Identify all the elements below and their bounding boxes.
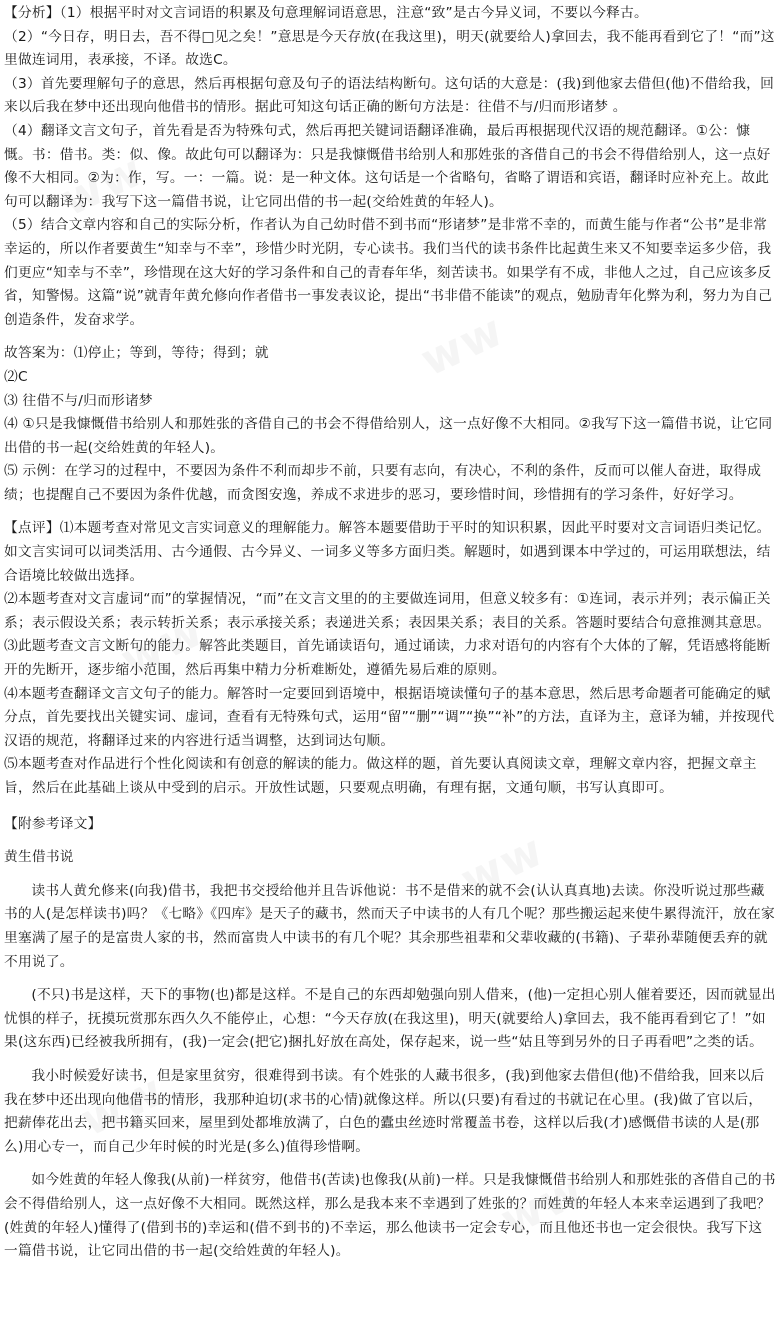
analysis-item-4: （4）翻译文言文句子，首先看是否为特殊句式，然后再把关键词语翻译准确，最后再根据现代汉语的规范翻译。①公：慷慨。书：借书。类：似、像。故此句可以翻译为：只是我慷慨借书给别人和那姓张的吝借自己的书会不得借给别人，这一点好像不大相同。②为：作，写。一：一篇。说：是一种文体。这句话是一个省略句，省略了谓语和宾语，翻译时应补充上。故此句可以翻译为：我写下这一篇借书说，让它同出借的书一起(交给姓黄的年轻人)。 xyxy=(4,122,771,210)
answer-item-4: ⑷ ①只是我慷慨借书给别人和那姓张的吝借自己的书会不得借给别人，这一点好像不大相同。②我写下这一篇借书说，让它同出借的书一起(交给姓黄的年轻人)。 xyxy=(4,416,773,456)
translation-title: 黄生借书说 xyxy=(4,849,74,866)
translation-paragraph-4: 如今姓黄的年轻人像我(从前)一样贫穷，他借书(苦读)也像我(从前)一样。只是我慷慨借书给别人和那姓张的吝借自己的书会不得借给别人，这一点好像不大相同。既然这样，那么是我本来不幸遇到了姓张的？而姓黄的年轻人本来幸运遇到了我吧？(姓黄的年轻人)懂得了(借到书的)幸运和(借不到书的)不幸运，那么他读书一定会专心，而且他还书也一定会很快。我写下这一篇借书说，让它同出借的书一起(交给姓黄的年轻人)。 xyxy=(4,1172,776,1260)
translation-paragraph-1: 读书人黄允修来(向我)借书，我把书交授给他并且告诉他说：书不是借来的就不会(认认真真地)去读。你没听说过那些藏书的人(是怎样读书)吗？《七略》《四库》是天子的藏书，然而天子中读书的人有几个呢？那些搬运起来使牛累得流汗，放在家里塞满了屋子的是富贵人家的书，然而富贵人中读书的有几个呢？其余那些祖辈和父辈收藏的(书籍)、子辈孙辈随便丢弃的就不用说了。 xyxy=(4,882,775,970)
translation-paragraph-3: 我小时候爱好读书，但是家里贫穷，很难得到书读。有个姓张的人藏书很多，(我)到他家去借但(他)不借给我，回来以后我在梦中还出现向他借书的情形，我那种迫切(求书的心情)就像这样。所以(只要)有看过的书就记在心里。(我)做了官以后，把薪俸花出去，把书籍买回来，屋里到处都堆放满了，白色的蠹虫丝迹时常覆盖书卷，这样以后我(才)感慨借书读的人是(那么)用心专一，而自己少年时候的时光是(多么)值得珍惜啊。 xyxy=(4,1067,765,1155)
watermark: ww xyxy=(113,604,213,687)
analysis-text: （1）根据平时对文言词语的积累及句意理解词语意思，注意“致”是古今异义词，不要以今释古。 xyxy=(59,5,648,21)
answer-item-5: ⑸ 示例：在学习的过程中，不要因为条件不利而却步不前，只要有志向，有决心，不利的条件，反而可以催人奋进，取得成绩；也提醒自己不要因为条件优越，而贪图安逸，养成不求进步的恶习，要珍惜时间，珍惜拥有的学习条件，好好学习。 xyxy=(4,463,762,503)
translation-label: 【附参考译文】 xyxy=(4,815,102,832)
comment-item-5: ⑸本题考查对作品进行个性化阅读和有创意的解读的能力。做这样的题，首先要认真阅读文章，理解文章内容，把握文章主旨，然后在此基础上谈从中受到的启示。开放性试题，只要观点明确，有理有据，文通句顺，书写认真即可。 xyxy=(4,756,757,796)
analysis-item-2: （2）“今日存，明日去，吾不得□见之矣！”意思是今天存放(在我这里)，明天(就要给人)拿回去，我不能再看到它了！“而”这里做连词用，表承接，不译。故选C。 xyxy=(4,28,775,69)
comment-item-1: 【点评】⑴本题考查对常见文言实词意义的理解能力。解答本题要借助于平时的知识积累，因此平时要对文言词语归类记忆。如文言实词可以词类活用、古今通假、古今异义、一词多义等多方面归类。解题时，如遇到课本中学过的，可运用联想法，结合语境比较做出选择。 xyxy=(4,520,771,584)
watermark: ww xyxy=(493,1164,593,1247)
analysis-item-5: （5）结合文章内容和自己的实际分析，作者认为自己幼时借不到书而“形诸梦”是非常不幸的，而黄生能与作者“公书”是非常幸运的，所以作者要黄生“知幸与不幸”，珍惜少时光阴，专心读书。我们当代的读书条件比起黄生来又不知要幸运多少倍，我们更应“知幸与不幸”，珍惜现在这大好的学习条件和自己的青春年华，刻苦读书。如果学有不成，非他人之过，自己应该多反省，知警惕。这篇“说”就青年黄允修向作者借书一事发表议论，提出“书非借不能读”的观点，勉励青年化弊为利，努力为自己创造条件，发奋求学。 xyxy=(4,217,773,328)
answer-item-1: 故答案为：⑴停止；等到，等待；得到；就 xyxy=(4,345,269,362)
watermark: ww xyxy=(53,144,153,227)
watermark: ww xyxy=(453,824,553,907)
analysis-label: 【分析】 xyxy=(4,5,60,21)
translation-paragraph-2: (不只)书是这样，天下的事物(也)都是这样。不是自己的东西却勉强向别人借来，(他)一定担心别人催着要还，因而就显出忧惧的样子，抚摸玩赏那东西久久不能停止，心想：“今天存放(在我这里)，明天(就要给人)拿回去，我不能再看到它了！”如果(这东西)已经被我所拥有，(我)一定会(把它)捆扎好放在高处，保存起来，说一些“姑且等到另外的日子再看吧”之类的话。 xyxy=(4,987,776,1051)
watermark: ww xyxy=(73,1064,173,1147)
watermark: ww xyxy=(413,304,513,387)
comment-item-3: ⑶此题考查文言文断句的能力。解答此类题目，首先诵读语句，通过诵读，力求对语句的内容有个大体的了解，凭语感将能断开的先断开，逐步缩小范围，然后再集中精力分析难断处，遵循先易后难的原则。 xyxy=(4,638,771,679)
analysis-item-3: （3）首先要理解句子的意思，然后再根据句意及句子的语法结构断句。这句话的大意是：(我)到他家去借但(他)不借给我，回来以后我在梦中还出现向他借书的情形。据此可知这句话正确的断句方法是：往借不与/归而形诸梦 。 xyxy=(4,75,775,116)
comment-item-2: ⑵本题考查对文言虚词“而”的掌握情况，“而”在文言文里的的主要做连词用，但意义较多有：①连词，表示并列；表示偏正关系；表示假设关系；表示转折关系；表示承接关系；表递进关系；表因果关系；表目的关系。答题时要结合句意推测其意思。 xyxy=(4,591,771,631)
analysis-item-1 xyxy=(4,2,776,26)
comment-item-4: ⑷本题考查翻译文言文句子的能力。解答时一定要回到语境中，根据语境读懂句子的基本意思，然后思考命题者可能确定的赋分点，首先要找出关键实词、虚词，查看有无特殊句式，运用“留”“删”“调”“换”“补”的方法，直译为主，意译为辅，并按现代汉语的规范，将翻译过来的内容进行适当调整，达到词达句顺。 xyxy=(4,685,775,749)
answer-item-2: ⑵C xyxy=(4,368,28,385)
answer-item-3: ⑶ 往借不与/归而形诸梦 xyxy=(4,392,153,409)
